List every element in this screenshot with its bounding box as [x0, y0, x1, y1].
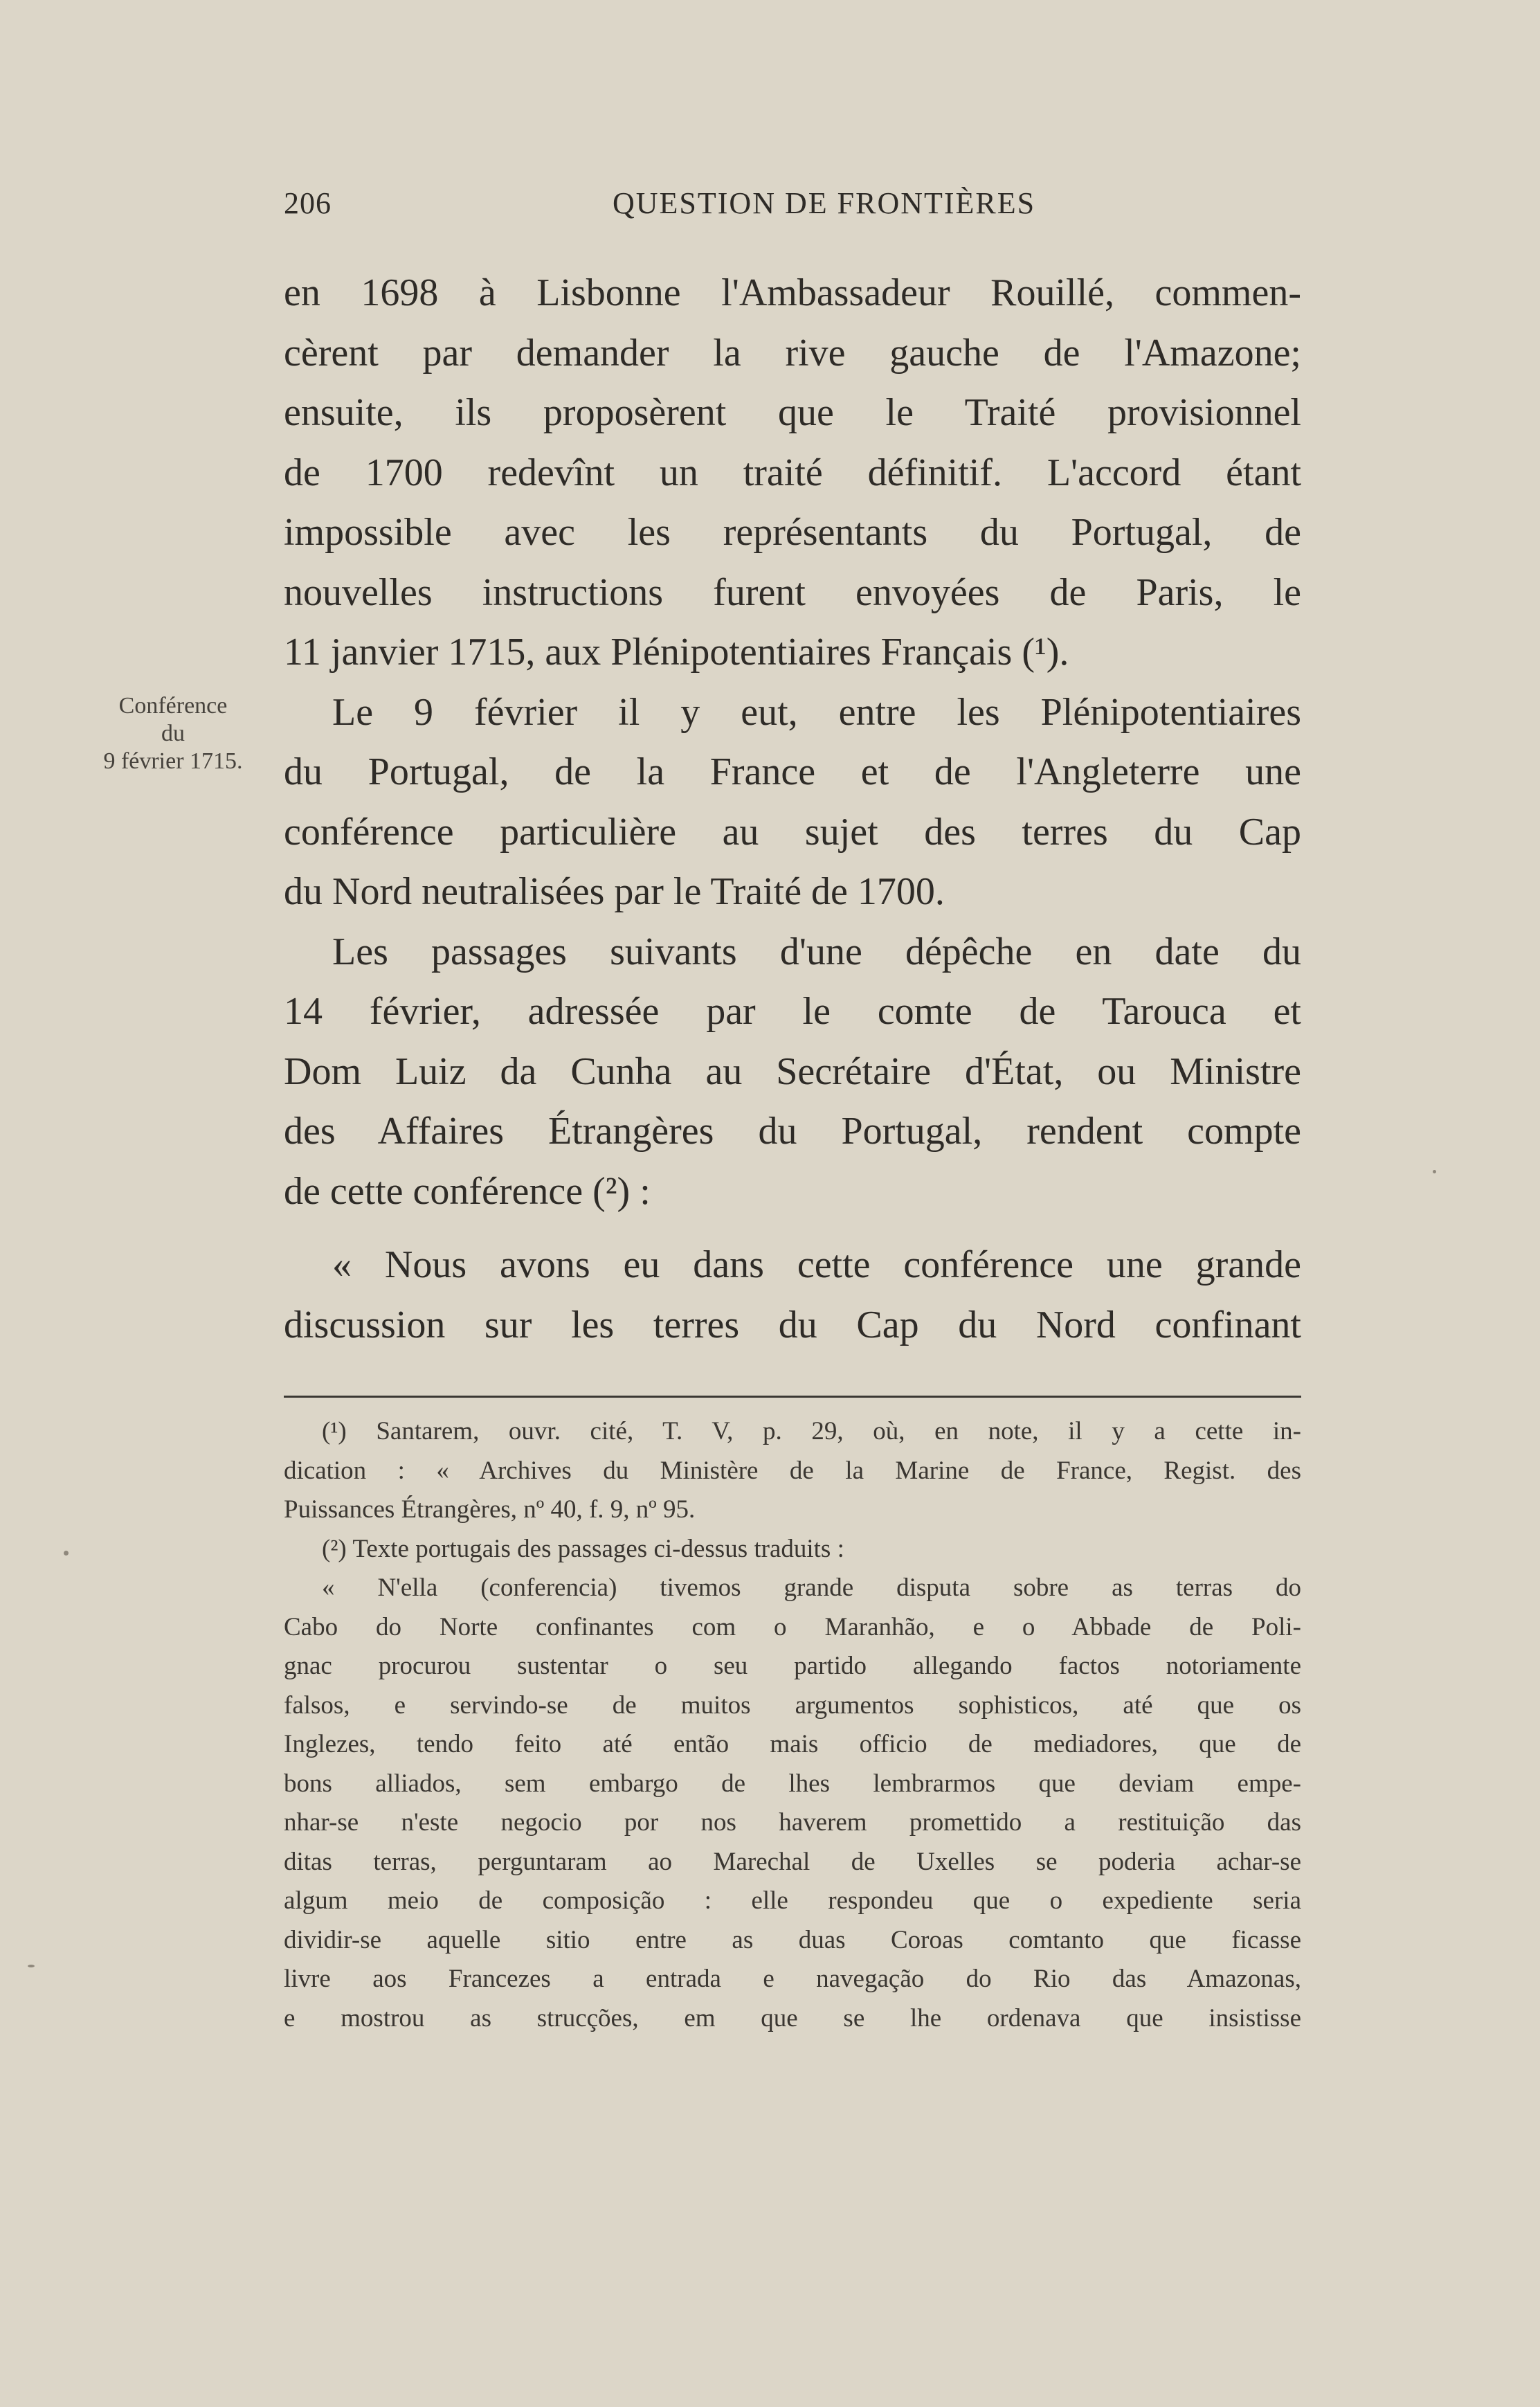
footnote-line: algum meio de composição : elle respondeu que o expediente seria	[284, 1886, 1301, 1915]
text-line: ensuite, ils proposèrent que le Traité provisionnel	[284, 391, 1301, 434]
footnote-line: Puissances Étrangères, nº 40, f. 9, nº 95.	[284, 1495, 696, 1524]
text-line: en 1698 à Lisbonne l'Ambassadeur Rouillé, commen-	[284, 271, 1301, 314]
paper-speck	[1433, 1170, 1436, 1173]
footnote-line: (²) Texte portugais des passages ci-dessus traduits :	[322, 1534, 844, 1563]
footnote-line: « N'ella (conferencia) tivemos grande disputa sobre as terras do	[322, 1574, 1301, 1602]
paper-speck	[64, 1551, 69, 1556]
text-line: de 1700 redevînt un traité définitif. L'accord étant	[284, 451, 1301, 494]
footnote-line: dividir-se aquelle sitio entre as duas Coroas comtanto que ficasse	[284, 1925, 1301, 1954]
text-line: Les passages suivants d'une dépêche en date du	[332, 930, 1301, 973]
text-line: cèrent par demander la rive gauche de l'Amazone;	[284, 331, 1301, 375]
text-line: conférence particulière au sujet des terres du Cap	[284, 810, 1301, 854]
footnote-line: falsos, e servindo-se de muitos argumentos sophisticos, até que os	[284, 1691, 1301, 1720]
text-line: discussion sur les terres du Cap du Nord confinant	[284, 1303, 1301, 1346]
footnote-line: e mostrou as strucções, em que se lhe ordenava que insistisse	[284, 2003, 1301, 2032]
text-line: nouvelles instructions furent envoyées de Paris, le	[284, 570, 1301, 614]
footnote-line: gnac procurou sustentar o seu partido allegando factos notoriamente	[284, 1652, 1301, 1680]
text-line: des Affaires Étrangères du Portugal, rendent compte	[284, 1110, 1301, 1153]
footnote-line: nhar-se n'este negocio por nos haverem promettido a restituição das	[284, 1808, 1301, 1837]
paper-speck	[28, 1965, 35, 1967]
footnote-line: (¹) Santarem, ouvr. cité, T. V, p. 29, où, en note, il y a cette in-	[322, 1417, 1301, 1445]
footnote-line: livre aos Francezes a entrada e navegação do Rio das Amazonas,	[284, 1965, 1301, 1993]
text-line: Dom Luiz da Cunha au Secrétaire d'État, ou Ministre	[284, 1049, 1301, 1093]
text-line: du Nord neutralisées par le Traité de 1700.	[284, 870, 945, 913]
footnote-line: ditas terras, perguntaram ao Marechal de Uxelles se poderia achar-se	[284, 1847, 1301, 1876]
margin-note-line: du	[161, 721, 185, 746]
text-line: du Portugal, de la France et de l'Angleterre une	[284, 750, 1301, 793]
margin-note-line: 9 février 1715.	[103, 748, 243, 774]
footnote-rule	[284, 1396, 1301, 1398]
footnote-line: Cabo do Norte confinantes com o Maranhão, e o Abbade de Poli-	[284, 1612, 1301, 1641]
margin-note	[69, 692, 277, 775]
text-line: Le 9 février il y eut, entre les Plénipotentiaires	[332, 690, 1301, 734]
footnote-line: Inglezes, tendo feito até então mais officio de mediadores, que de	[284, 1730, 1301, 1758]
page-header	[284, 186, 1301, 227]
text-line: de cette conférence (²) :	[284, 1169, 651, 1213]
body-text	[284, 263, 1301, 1355]
text-line: impossible avec les représentants du Portugal, de	[284, 511, 1301, 554]
text-line: « Nous avons eu dans cette conférence une grande	[332, 1243, 1301, 1286]
text-line: 14 février, adressée par le comte de Tarouca et	[284, 990, 1301, 1033]
footnote-line: dication : « Archives du Ministère de la Marine de France, Regist. des	[284, 1456, 1301, 1485]
text-line: 11 janvier 1715, aux Plénipotentiaires Français (¹).	[284, 631, 1069, 674]
running-title: QUESTION DE FRONTIÈRES	[613, 186, 1036, 220]
margin-note-line: Conférence	[118, 693, 228, 719]
footnotes	[284, 1412, 1301, 2038]
footnote-line: bons alliados, sem embargo de lhes lembrarmos que deviam empe-	[284, 1769, 1301, 1798]
page-number: 206	[284, 186, 332, 220]
